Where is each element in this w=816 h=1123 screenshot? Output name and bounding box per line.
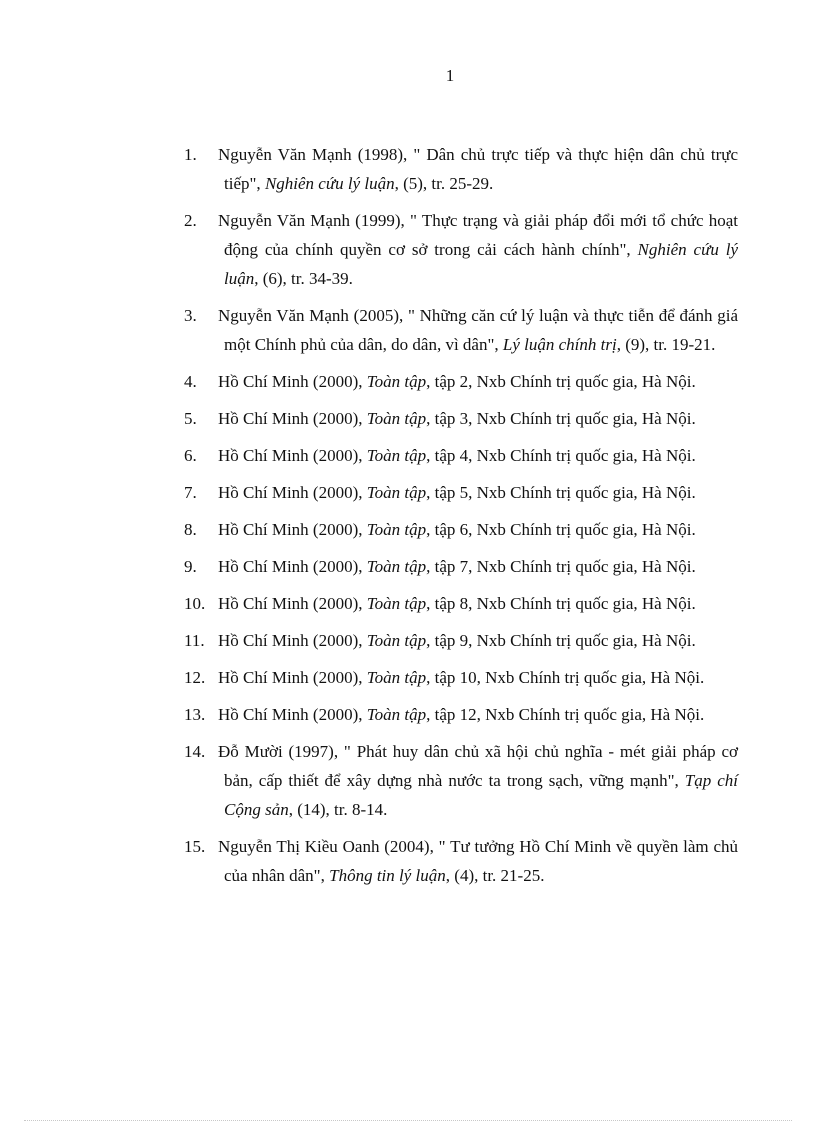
reference-details: , tập 5, Nxb Chính trị quốc gia, Hà Nội. bbox=[426, 483, 696, 502]
reference-number: 5. bbox=[184, 409, 197, 428]
reference-text: Nguyễn Văn Mạnh (2005), " Những căn cứ lý luận và thực tiễn để đánh giá một Chính phủ của dân, do dân, vì dân", bbox=[218, 306, 738, 354]
reference-number: 8. bbox=[184, 520, 197, 539]
reference-details: , (4), tr. 21-25. bbox=[445, 866, 545, 885]
reference-item bbox=[150, 589, 738, 618]
reference-text: Hồ Chí Minh (2000), bbox=[218, 594, 367, 613]
reference-item bbox=[150, 515, 738, 544]
reference-source: Toàn tập bbox=[366, 557, 427, 576]
reference-item bbox=[150, 404, 738, 433]
reference-item bbox=[150, 441, 738, 470]
reference-text: Nguyễn Văn Mạnh (1998), " Dân chủ trực tiếp và thực hiện dân chủ trực tiếp", bbox=[218, 145, 738, 193]
reference-number: 9. bbox=[184, 557, 197, 576]
reference-number: 14. bbox=[184, 742, 206, 761]
reference-text: Hồ Chí Minh (2000), bbox=[218, 372, 367, 391]
reference-details: , tập 8, Nxb Chính trị quốc gia, Hà Nội. bbox=[426, 594, 696, 613]
reference-details: , (6), tr. 34-39. bbox=[254, 269, 353, 288]
reference-item bbox=[150, 663, 738, 692]
reference-source: Toàn tập bbox=[366, 520, 427, 539]
reference-details: , tập 2, Nxb Chính trị quốc gia, Hà Nội. bbox=[426, 372, 696, 391]
reference-number: 12. bbox=[184, 668, 206, 687]
reference-details: , tập 3, Nxb Chính trị quốc gia, Hà Nội. bbox=[426, 409, 696, 428]
reference-item bbox=[150, 737, 738, 824]
reference-number: 3. bbox=[184, 306, 197, 325]
reference-source: Nghiên cứu lý luận bbox=[264, 174, 395, 193]
reference-details: , (9), tr. 19-21. bbox=[616, 335, 716, 354]
reference-source: Tạp chí Cộng sản bbox=[224, 771, 738, 819]
reference-source: Toàn tập bbox=[366, 483, 427, 502]
reference-text: Hồ Chí Minh (2000), bbox=[218, 705, 367, 724]
reference-item bbox=[150, 478, 738, 507]
reference-source: Lý luận chính trị bbox=[502, 335, 617, 354]
reference-text: Hồ Chí Minh (2000), bbox=[218, 446, 367, 465]
reference-item bbox=[150, 301, 738, 359]
reference-number: 4. bbox=[184, 372, 197, 391]
reference-details: , tập 9, Nxb Chính trị quốc gia, Hà Nội. bbox=[426, 631, 696, 650]
reference-source: Toàn tập bbox=[366, 594, 427, 613]
reference-details: , tập 6, Nxb Chính trị quốc gia, Hà Nội. bbox=[426, 520, 696, 539]
reference-source: Toàn tập bbox=[366, 372, 427, 391]
reference-number: 11. bbox=[184, 631, 205, 650]
reference-details: , tập 4, Nxb Chính trị quốc gia, Hà Nội. bbox=[426, 446, 696, 465]
reference-text: Hồ Chí Minh (2000), bbox=[218, 631, 367, 650]
reference-details: , tập 12, Nxb Chính trị quốc gia, Hà Nội. bbox=[426, 705, 705, 724]
reference-details: , (5), tr. 25-29. bbox=[394, 174, 494, 193]
reference-number: 15. bbox=[184, 837, 206, 856]
reference-item bbox=[150, 700, 738, 729]
reference-source: Toàn tập bbox=[366, 668, 427, 687]
reference-item bbox=[150, 552, 738, 581]
reference-source: Nghiên cứu lý luận bbox=[224, 240, 738, 288]
reference-source: Toàn tập bbox=[366, 446, 427, 465]
reference-number: 10. bbox=[184, 594, 206, 613]
reference-text: Hồ Chí Minh (2000), bbox=[218, 483, 367, 502]
reference-number: 13. bbox=[184, 705, 206, 724]
reference-item bbox=[150, 626, 738, 655]
reference-item bbox=[150, 206, 738, 293]
reference-number: 6. bbox=[184, 446, 197, 465]
reference-details: , (14), tr. 8-14. bbox=[288, 800, 388, 819]
reference-text: Đỗ Mười (1997), " Phát huy dân chủ xã hội chủ nghĩa - mét giải pháp cơ bản, cấp thiết để xây dựng nhà nước ta trong sạch, vững mạnh", bbox=[218, 742, 738, 790]
reference-source: Toàn tập bbox=[366, 631, 427, 650]
reference-number: 7. bbox=[184, 483, 197, 502]
reference-source: Thông tin lý luận bbox=[329, 866, 446, 885]
reference-list bbox=[150, 140, 738, 898]
reference-details: , tập 7, Nxb Chính trị quốc gia, Hà Nội. bbox=[426, 557, 696, 576]
reference-text: Nguyễn Văn Mạnh (1999), " Thực trạng và giải pháp đổi mới tổ chức hoạt động của chính quyền cơ sở trong cải cách hành chính", bbox=[218, 211, 738, 259]
reference-number: 2. bbox=[184, 211, 197, 230]
reference-item bbox=[150, 140, 738, 198]
reference-source: Toàn tập bbox=[366, 705, 427, 724]
reference-item bbox=[150, 832, 738, 890]
reference-text: Hồ Chí Minh (2000), bbox=[218, 557, 367, 576]
reference-text: Hồ Chí Minh (2000), bbox=[218, 668, 367, 687]
reference-source: Toàn tập bbox=[366, 409, 427, 428]
page-number: 1 bbox=[445, 66, 455, 85]
reference-item bbox=[150, 367, 738, 396]
reference-number: 1. bbox=[184, 145, 197, 164]
reference-details: , tập 10, Nxb Chính trị quốc gia, Hà Nội. bbox=[426, 668, 705, 687]
reference-text: Hồ Chí Minh (2000), bbox=[218, 520, 367, 539]
page-bottom-divider bbox=[24, 1120, 792, 1121]
reference-text: Hồ Chí Minh (2000), bbox=[218, 409, 367, 428]
reference-text: Nguyễn Thị Kiều Oanh (2004), " Tư tưởng Hồ Chí Minh về quyền làm chủ của nhân dân", bbox=[218, 837, 738, 885]
